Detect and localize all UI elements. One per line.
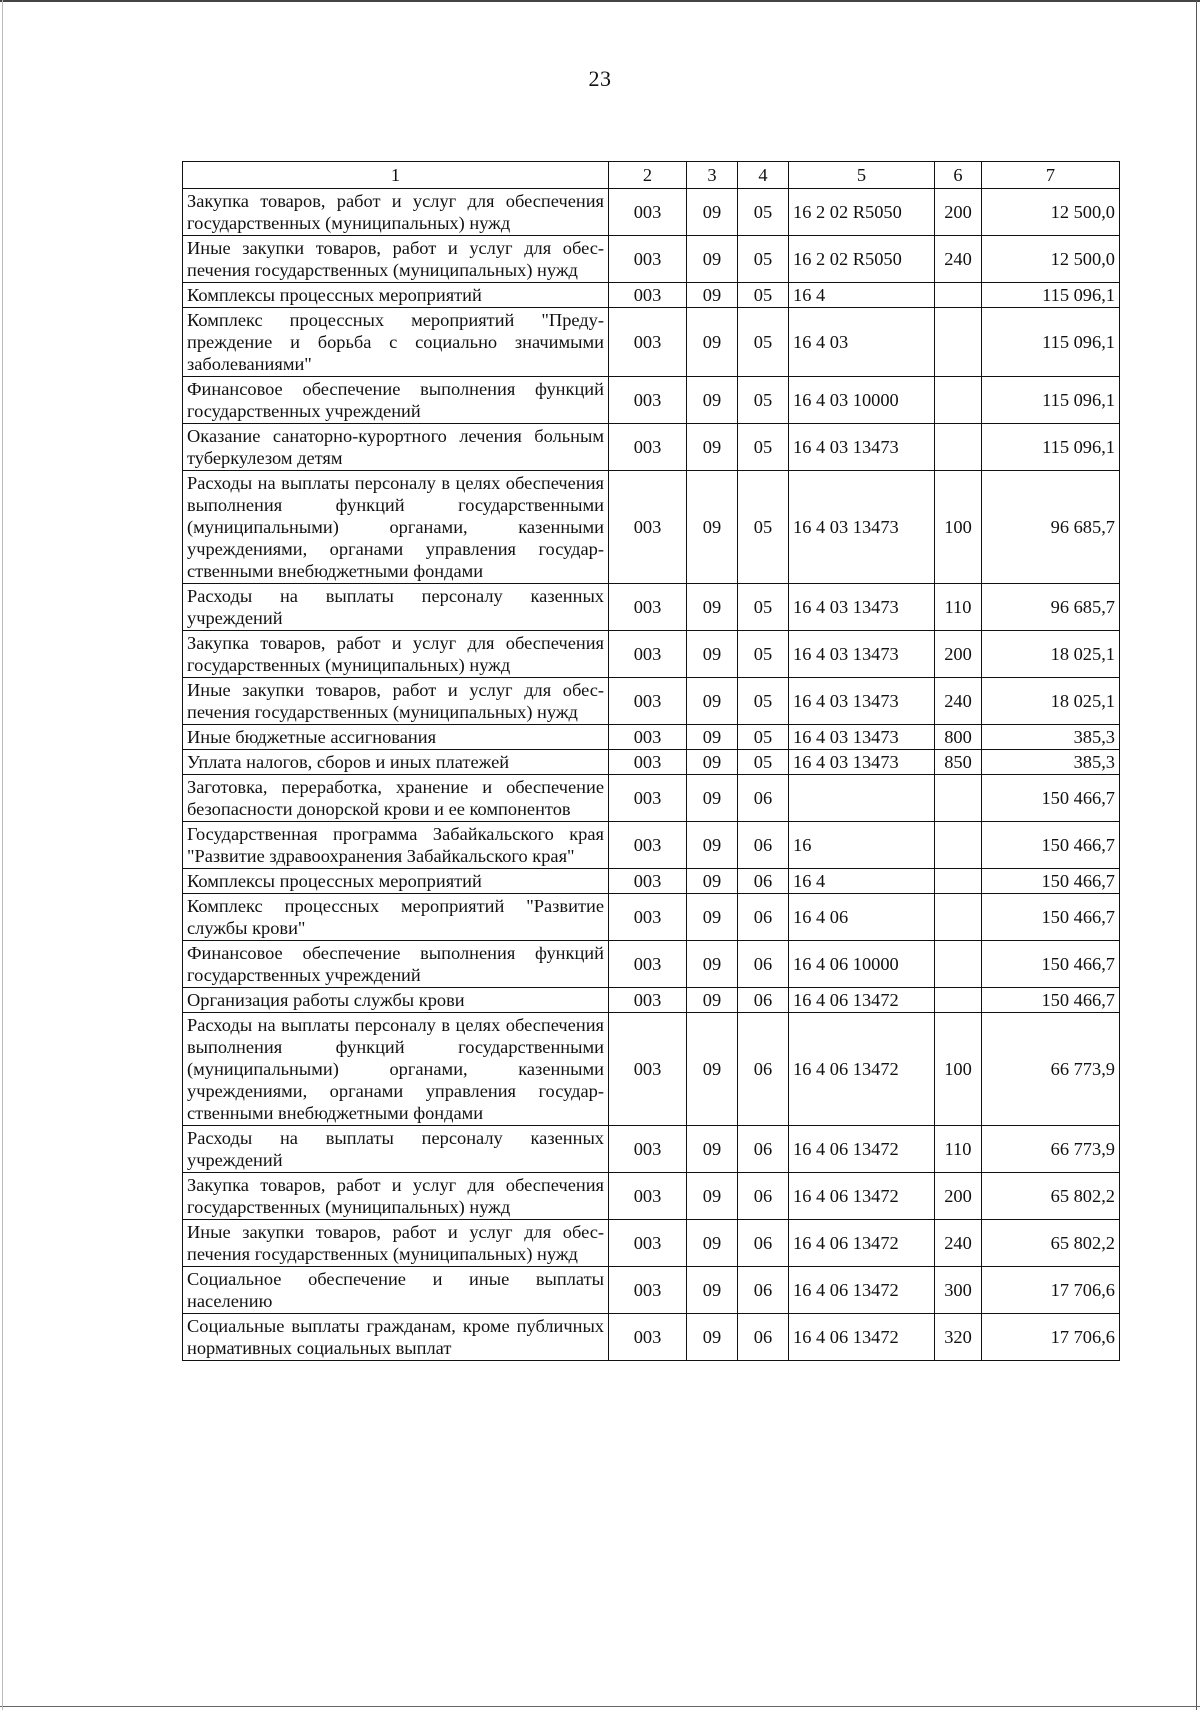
row-ministry-code: 003 bbox=[609, 377, 687, 424]
row-amount: 385,3 bbox=[982, 725, 1120, 750]
row-section-code: 09 bbox=[687, 377, 738, 424]
row-expense-type: 240 bbox=[935, 678, 982, 725]
row-target-article: 16 4 03 10000 bbox=[789, 377, 935, 424]
row-ministry-code: 003 bbox=[609, 988, 687, 1013]
row-amount: 150 466,7 bbox=[982, 775, 1120, 822]
row-ministry-code: 003 bbox=[609, 631, 687, 678]
row-amount: 18 025,1 bbox=[982, 631, 1120, 678]
row-expense-type: 110 bbox=[935, 584, 982, 631]
row-ministry-code: 003 bbox=[609, 308, 687, 377]
row-expense-type bbox=[935, 424, 982, 471]
row-section-code: 09 bbox=[687, 750, 738, 775]
row-ministry-code: 003 bbox=[609, 1314, 687, 1361]
header-col-2: 2 bbox=[609, 162, 687, 189]
row-name: Уплата налогов, сборов и иных платежей bbox=[183, 750, 609, 775]
row-target-article bbox=[789, 775, 935, 822]
row-target-article: 16 4 03 13473 bbox=[789, 584, 935, 631]
row-section-code: 09 bbox=[687, 471, 738, 584]
row-amount: 150 466,7 bbox=[982, 941, 1120, 988]
row-amount: 96 685,7 bbox=[982, 471, 1120, 584]
row-subsection-code: 05 bbox=[738, 584, 789, 631]
row-expense-type: 320 bbox=[935, 1314, 982, 1361]
row-target-article: 16 4 06 13472 bbox=[789, 1013, 935, 1126]
row-subsection-code: 06 bbox=[738, 1126, 789, 1173]
row-ministry-code: 003 bbox=[609, 822, 687, 869]
row-expense-type: 850 bbox=[935, 750, 982, 775]
row-subsection-code: 05 bbox=[738, 471, 789, 584]
row-subsection-code: 05 bbox=[738, 424, 789, 471]
row-ministry-code: 003 bbox=[609, 1267, 687, 1314]
table-row bbox=[183, 822, 1120, 869]
row-expense-type: 800 bbox=[935, 725, 982, 750]
row-subsection-code: 06 bbox=[738, 1013, 789, 1126]
row-ministry-code: 003 bbox=[609, 283, 687, 308]
row-target-article: 16 4 06 13472 bbox=[789, 1314, 935, 1361]
row-name: Комплекс процессных мероприятий "Предупреждение и борьба с социально значимыми заболеваниями" bbox=[183, 308, 609, 377]
row-name: Оказание санаторно-курортного лечения больным туберкулезом детям bbox=[183, 424, 609, 471]
scan-edge-bottom bbox=[0, 1706, 1200, 1707]
row-subsection-code: 05 bbox=[738, 725, 789, 750]
row-name: Комплекс процессных мероприятий "Развитие службы крови" bbox=[183, 894, 609, 941]
row-amount: 385,3 bbox=[982, 750, 1120, 775]
row-target-article: 16 4 bbox=[789, 283, 935, 308]
row-expense-type: 240 bbox=[935, 1220, 982, 1267]
table-row bbox=[183, 1267, 1120, 1314]
row-target-article: 16 4 03 13473 bbox=[789, 725, 935, 750]
row-subsection-code: 05 bbox=[738, 750, 789, 775]
table-row bbox=[183, 869, 1120, 894]
row-expense-type: 300 bbox=[935, 1267, 982, 1314]
row-ministry-code: 003 bbox=[609, 471, 687, 584]
scan-edge-left bbox=[2, 0, 3, 1710]
row-subsection-code: 06 bbox=[738, 1267, 789, 1314]
row-subsection-code: 05 bbox=[738, 236, 789, 283]
row-subsection-code: 05 bbox=[738, 377, 789, 424]
row-name: Финансовое обеспечение выполнения функций государственных учреждений bbox=[183, 377, 609, 424]
row-expense-type bbox=[935, 822, 982, 869]
row-expense-type: 100 bbox=[935, 471, 982, 584]
budget-table bbox=[182, 161, 1120, 1361]
row-ministry-code: 003 bbox=[609, 775, 687, 822]
table-row bbox=[183, 775, 1120, 822]
row-amount: 115 096,1 bbox=[982, 283, 1120, 308]
table-row bbox=[183, 725, 1120, 750]
row-ministry-code: 003 bbox=[609, 678, 687, 725]
row-section-code: 09 bbox=[687, 894, 738, 941]
row-subsection-code: 06 bbox=[738, 1314, 789, 1361]
row-subsection-code: 06 bbox=[738, 988, 789, 1013]
row-ministry-code: 003 bbox=[609, 894, 687, 941]
row-section-code: 09 bbox=[687, 283, 738, 308]
row-ministry-code: 003 bbox=[609, 1126, 687, 1173]
row-expense-type bbox=[935, 283, 982, 308]
row-name: Государственная программа Забайкальского края "Развитие здравоохранения Забайкальского края" bbox=[183, 822, 609, 869]
table-row bbox=[183, 377, 1120, 424]
table-row bbox=[183, 894, 1120, 941]
header-col-3: 3 bbox=[687, 162, 738, 189]
row-expense-type bbox=[935, 941, 982, 988]
row-target-article: 16 4 03 13473 bbox=[789, 631, 935, 678]
row-ministry-code: 003 bbox=[609, 750, 687, 775]
row-amount: 96 685,7 bbox=[982, 584, 1120, 631]
row-name: Заготовка, переработка, хранение и обеспечение безопасности донорской крови и ее компонентов bbox=[183, 775, 609, 822]
row-expense-type bbox=[935, 775, 982, 822]
table-row bbox=[183, 1314, 1120, 1361]
row-expense-type bbox=[935, 308, 982, 377]
row-target-article: 16 4 06 13472 bbox=[789, 1126, 935, 1173]
row-target-article: 16 4 06 10000 bbox=[789, 941, 935, 988]
table-row bbox=[183, 1126, 1120, 1173]
row-section-code: 09 bbox=[687, 941, 738, 988]
row-amount: 150 466,7 bbox=[982, 894, 1120, 941]
row-section-code: 09 bbox=[687, 1220, 738, 1267]
row-name: Комплексы процессных мероприятий bbox=[183, 869, 609, 894]
row-amount: 12 500,0 bbox=[982, 189, 1120, 236]
header-row bbox=[183, 162, 1120, 189]
row-ministry-code: 003 bbox=[609, 941, 687, 988]
row-ministry-code: 003 bbox=[609, 189, 687, 236]
row-subsection-code: 05 bbox=[738, 189, 789, 236]
page-number: 23 bbox=[588, 66, 612, 91]
row-section-code: 09 bbox=[687, 584, 738, 631]
row-subsection-code: 05 bbox=[738, 678, 789, 725]
table-row bbox=[183, 283, 1120, 308]
row-section-code: 09 bbox=[687, 308, 738, 377]
row-expense-type: 100 bbox=[935, 1013, 982, 1126]
table-row bbox=[183, 1220, 1120, 1267]
row-name: Иные закупки товаров, работ и услуг для обеспечения государственных (муниципальных) нужд bbox=[183, 678, 609, 725]
row-ministry-code: 003 bbox=[609, 1220, 687, 1267]
row-section-code: 09 bbox=[687, 1267, 738, 1314]
table-row bbox=[183, 424, 1120, 471]
row-ministry-code: 003 bbox=[609, 1173, 687, 1220]
row-amount: 65 802,2 bbox=[982, 1173, 1120, 1220]
row-amount: 150 466,7 bbox=[982, 988, 1120, 1013]
row-amount: 115 096,1 bbox=[982, 424, 1120, 471]
row-subsection-code: 06 bbox=[738, 941, 789, 988]
row-name: Расходы на выплаты персоналу казенных учреждений bbox=[183, 584, 609, 631]
table-row bbox=[183, 471, 1120, 584]
row-ministry-code: 003 bbox=[609, 584, 687, 631]
row-name: Расходы на выплаты персоналу в целях обеспечения выполнения функций государственными (муниципальными) органами, казенными учреждениями, органами управления государственными внебюджетными фондами bbox=[183, 1013, 609, 1126]
row-amount: 115 096,1 bbox=[982, 308, 1120, 377]
table-row bbox=[183, 678, 1120, 725]
row-name: Социальное обеспечение и иные выплаты населению bbox=[183, 1267, 609, 1314]
row-target-article: 16 4 03 13473 bbox=[789, 471, 935, 584]
row-section-code: 09 bbox=[687, 236, 738, 283]
row-subsection-code: 06 bbox=[738, 869, 789, 894]
table-row bbox=[183, 988, 1120, 1013]
row-target-article: 16 4 06 bbox=[789, 894, 935, 941]
row-name: Закупка товаров, работ и услуг для обеспечения государственных (муниципальных) нужд bbox=[183, 631, 609, 678]
table-row bbox=[183, 631, 1120, 678]
row-amount: 66 773,9 bbox=[982, 1013, 1120, 1126]
row-expense-type: 200 bbox=[935, 1173, 982, 1220]
table-row bbox=[183, 750, 1120, 775]
row-subsection-code: 06 bbox=[738, 822, 789, 869]
row-target-article: 16 4 03 13473 bbox=[789, 678, 935, 725]
row-subsection-code: 05 bbox=[738, 631, 789, 678]
row-name: Социальные выплаты гражданам, кроме публичных нормативных социальных выплат bbox=[183, 1314, 609, 1361]
scan-edge-top bbox=[0, 0, 1200, 2]
row-section-code: 09 bbox=[687, 1173, 738, 1220]
row-name: Финансовое обеспечение выполнения функций государственных учреждений bbox=[183, 941, 609, 988]
row-amount: 66 773,9 bbox=[982, 1126, 1120, 1173]
row-name: Расходы на выплаты персоналу в целях обеспечения выполнения функций государственными (муниципальными) органами, казенными учреждениями, органами управления государственными внебюджетными фондами bbox=[183, 471, 609, 584]
row-target-article: 16 2 02 R5050 bbox=[789, 189, 935, 236]
row-subsection-code: 05 bbox=[738, 283, 789, 308]
table-row bbox=[183, 1173, 1120, 1220]
row-section-code: 09 bbox=[687, 822, 738, 869]
table-row bbox=[183, 236, 1120, 283]
row-section-code: 09 bbox=[687, 424, 738, 471]
row-target-article: 16 2 02 R5050 bbox=[789, 236, 935, 283]
row-subsection-code: 06 bbox=[738, 894, 789, 941]
row-target-article: 16 4 06 13472 bbox=[789, 988, 935, 1013]
row-section-code: 09 bbox=[687, 869, 738, 894]
row-target-article: 16 4 06 13472 bbox=[789, 1267, 935, 1314]
row-amount: 150 466,7 bbox=[982, 869, 1120, 894]
row-expense-type: 200 bbox=[935, 189, 982, 236]
row-expense-type bbox=[935, 377, 982, 424]
row-section-code: 09 bbox=[687, 988, 738, 1013]
header-col-6: 6 bbox=[935, 162, 982, 189]
row-ministry-code: 003 bbox=[609, 1013, 687, 1126]
row-section-code: 09 bbox=[687, 678, 738, 725]
row-expense-type bbox=[935, 988, 982, 1013]
row-ministry-code: 003 bbox=[609, 424, 687, 471]
header-col-7: 7 bbox=[982, 162, 1120, 189]
header-col-1: 1 bbox=[183, 162, 609, 189]
row-name: Закупка товаров, работ и услуг для обеспечения государственных (муниципальных) нужд bbox=[183, 189, 609, 236]
scan-edge-right bbox=[1196, 0, 1197, 1710]
row-subsection-code: 06 bbox=[738, 775, 789, 822]
row-expense-type bbox=[935, 894, 982, 941]
row-name: Организация работы службы крови bbox=[183, 988, 609, 1013]
row-section-code: 09 bbox=[687, 725, 738, 750]
row-amount: 115 096,1 bbox=[982, 377, 1120, 424]
row-amount: 150 466,7 bbox=[982, 822, 1120, 869]
table-row bbox=[183, 308, 1120, 377]
table-header bbox=[183, 162, 1120, 189]
row-ministry-code: 003 bbox=[609, 236, 687, 283]
table-row bbox=[183, 189, 1120, 236]
row-target-article: 16 4 03 13473 bbox=[789, 424, 935, 471]
row-section-code: 09 bbox=[687, 1126, 738, 1173]
row-name: Расходы на выплаты персоналу казенных учреждений bbox=[183, 1126, 609, 1173]
row-ministry-code: 003 bbox=[609, 869, 687, 894]
row-amount: 17 706,6 bbox=[982, 1314, 1120, 1361]
table-row bbox=[183, 1013, 1120, 1126]
row-amount: 17 706,6 bbox=[982, 1267, 1120, 1314]
row-target-article: 16 4 bbox=[789, 869, 935, 894]
row-name: Закупка товаров, работ и услуг для обеспечения государственных (муниципальных) нужд bbox=[183, 1173, 609, 1220]
row-expense-type: 200 bbox=[935, 631, 982, 678]
table-row bbox=[183, 941, 1120, 988]
row-expense-type: 240 bbox=[935, 236, 982, 283]
row-name: Иные закупки товаров, работ и услуг для обеспечения государственных (муниципальных) нужд bbox=[183, 236, 609, 283]
row-amount: 18 025,1 bbox=[982, 678, 1120, 725]
row-amount: 65 802,2 bbox=[982, 1220, 1120, 1267]
row-section-code: 09 bbox=[687, 775, 738, 822]
row-expense-type bbox=[935, 869, 982, 894]
row-name: Иные закупки товаров, работ и услуг для обеспечения государственных (муниципальных) нужд bbox=[183, 1220, 609, 1267]
row-expense-type: 110 bbox=[935, 1126, 982, 1173]
table-body bbox=[183, 189, 1120, 1361]
row-target-article: 16 bbox=[789, 822, 935, 869]
row-subsection-code: 06 bbox=[738, 1173, 789, 1220]
row-name: Комплексы процессных мероприятий bbox=[183, 283, 609, 308]
header-col-5: 5 bbox=[789, 162, 935, 189]
table-row bbox=[183, 584, 1120, 631]
row-target-article: 16 4 03 13473 bbox=[789, 750, 935, 775]
row-subsection-code: 05 bbox=[738, 308, 789, 377]
row-subsection-code: 06 bbox=[738, 1220, 789, 1267]
row-section-code: 09 bbox=[687, 1013, 738, 1126]
row-target-article: 16 4 06 13472 bbox=[789, 1220, 935, 1267]
row-ministry-code: 003 bbox=[609, 725, 687, 750]
row-amount: 12 500,0 bbox=[982, 236, 1120, 283]
header-col-4: 4 bbox=[738, 162, 789, 189]
row-name: Иные бюджетные ассигнования bbox=[183, 725, 609, 750]
row-target-article: 16 4 06 13472 bbox=[789, 1173, 935, 1220]
row-target-article: 16 4 03 bbox=[789, 308, 935, 377]
row-section-code: 09 bbox=[687, 1314, 738, 1361]
row-section-code: 09 bbox=[687, 189, 738, 236]
row-section-code: 09 bbox=[687, 631, 738, 678]
